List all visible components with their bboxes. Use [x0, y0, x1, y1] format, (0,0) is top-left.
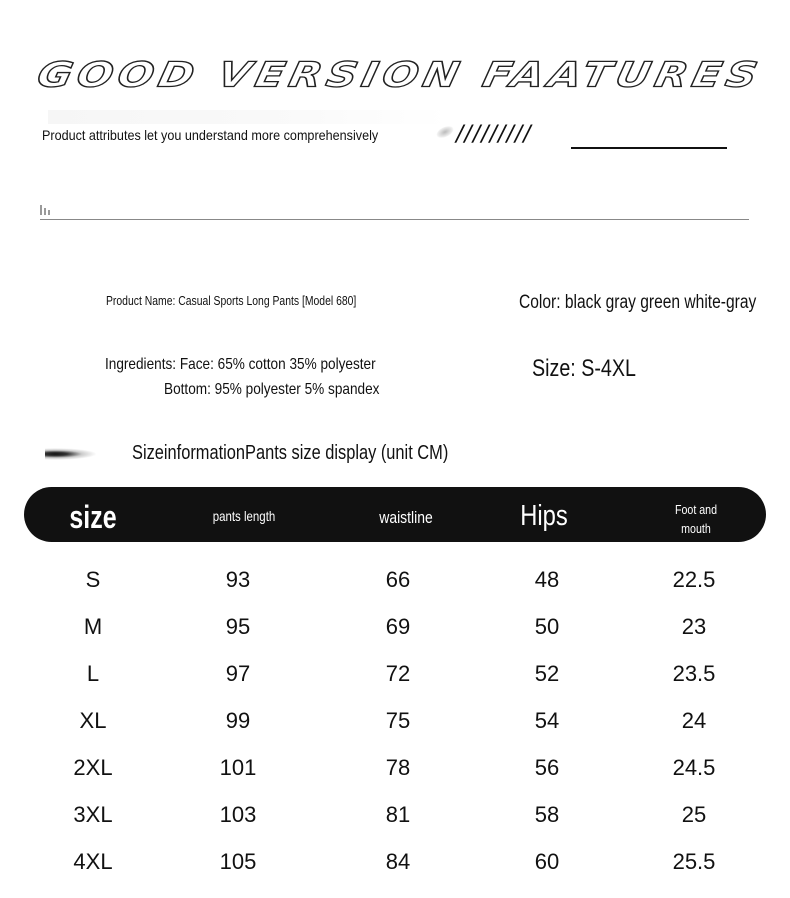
size-table-body	[0, 557, 790, 886]
slash-decoration: /////////	[456, 122, 532, 147]
size-range: Size: S-4XL	[532, 355, 636, 382]
cell-foot-mouth: 24	[681, 708, 707, 733]
header-foot-and-mouth	[675, 500, 717, 538]
cell-size: M	[83, 614, 103, 639]
cell-size: 3XL	[73, 802, 113, 827]
cell-hips: 60	[534, 849, 560, 874]
header-pants-length: pants length	[212, 508, 276, 524]
cell-waistline: 84	[385, 849, 411, 874]
product-name: Product Name: Casual Sports Long Pants [Model 680]	[106, 293, 357, 308]
smudge-decoration	[435, 124, 456, 141]
cell-waistline: 78	[385, 755, 411, 780]
table-row	[0, 698, 790, 745]
bars-icon	[40, 205, 52, 215]
table-row	[0, 745, 790, 792]
cell-size: L	[86, 661, 100, 686]
size-info-heading: SizeinformationPants size display (unit CM)	[132, 442, 449, 464]
cell-pants-length: 103	[219, 802, 257, 827]
cell-foot-mouth: 25	[681, 802, 707, 827]
header-hips: Hips	[520, 500, 568, 532]
cell-hips: 52	[534, 661, 560, 686]
header-waistline: waistline	[379, 508, 433, 527]
cell-foot-mouth: 22.5	[672, 567, 716, 592]
cell-foot-mouth: 23	[681, 614, 707, 639]
header-foot-line1: Foot and	[674, 502, 718, 517]
header-size: size	[69, 499, 117, 535]
faded-text-decoration	[48, 110, 448, 124]
cell-size: 4XL	[73, 849, 113, 874]
table-row	[0, 839, 790, 886]
cell-size: XL	[79, 708, 107, 733]
cell-foot-mouth: 25.5	[672, 849, 716, 874]
underline-decoration	[571, 147, 727, 149]
cell-pants-length: 95	[225, 614, 251, 639]
subtitle: Product attributes let you understand more comprehensively	[42, 127, 379, 143]
cell-hips: 56	[534, 755, 560, 780]
header-foot-line2: mouth	[681, 521, 711, 536]
cell-hips: 50	[534, 614, 560, 639]
table-row	[0, 557, 790, 604]
cell-pants-length: 97	[225, 661, 251, 686]
cell-waistline: 81	[385, 802, 411, 827]
cell-pants-length: 101	[219, 755, 257, 780]
cell-size: 2XL	[73, 755, 113, 780]
cell-hips: 48	[534, 567, 560, 592]
cell-foot-mouth: 24.5	[672, 755, 716, 780]
ingredients-face: Ingredients: Face: 65% cotton 35% polyester	[105, 356, 376, 373]
product-color: Color: black gray green white-gray	[519, 292, 757, 313]
ingredients-bottom: Bottom: 95% polyester 5% spandex	[164, 381, 380, 398]
cell-pants-length: 93	[225, 567, 251, 592]
table-row	[0, 792, 790, 839]
cell-pants-length: 105	[219, 849, 257, 874]
cell-size: S	[85, 567, 101, 592]
table-row	[0, 604, 790, 651]
cell-pants-length: 99	[225, 708, 251, 733]
divider	[40, 219, 749, 220]
size-table-header	[24, 487, 766, 542]
cell-waistline: 69	[385, 614, 411, 639]
page-title: GOOD VERSION FAATURES	[33, 54, 766, 95]
cell-hips: 58	[534, 802, 560, 827]
cell-waistline: 75	[385, 708, 411, 733]
cell-waistline: 66	[385, 567, 411, 592]
cell-hips: 54	[534, 708, 560, 733]
table-row	[0, 651, 790, 698]
cell-waistline: 72	[385, 661, 411, 686]
brush-dot-icon	[45, 448, 97, 460]
cell-foot-mouth: 23.5	[672, 661, 716, 686]
